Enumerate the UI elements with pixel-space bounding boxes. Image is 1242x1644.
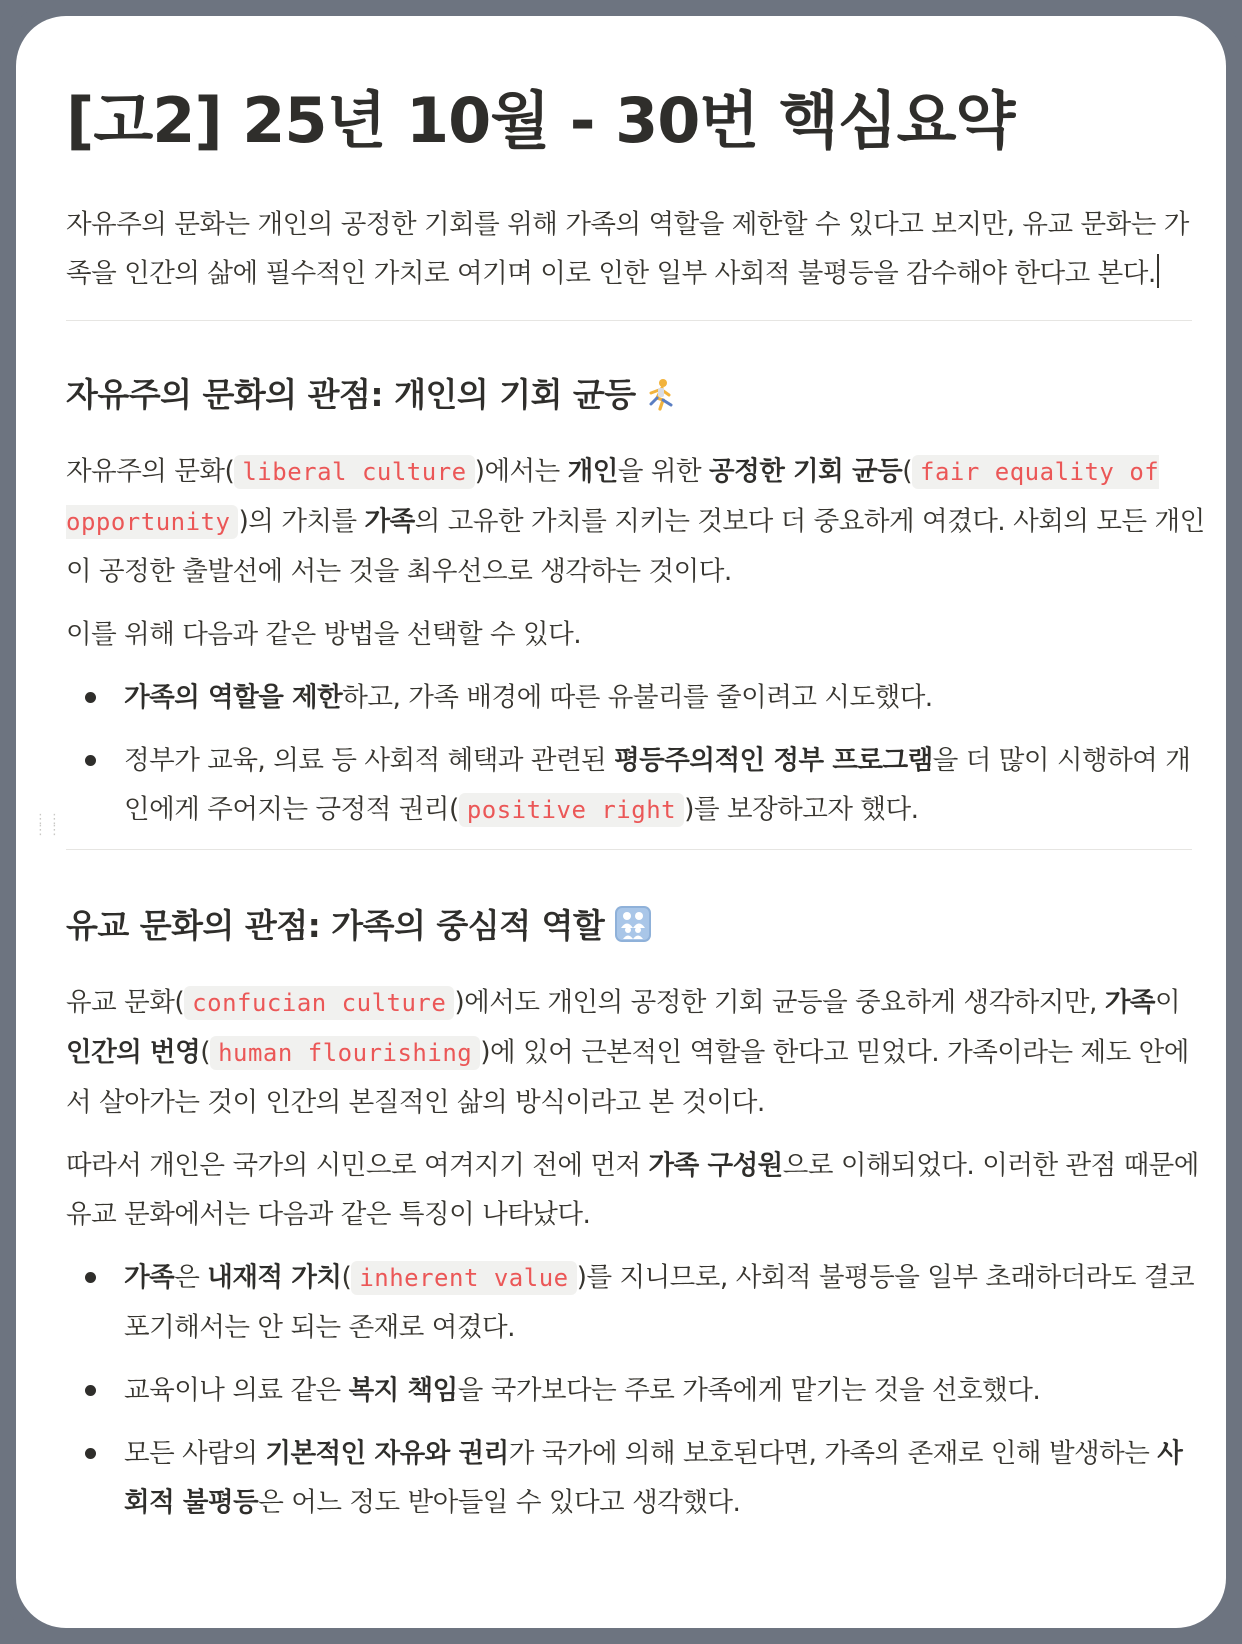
text-run: 자유주의 문화(: [66, 456, 235, 487]
confucian-paragraph-1[interactable]: [66, 978, 1206, 1127]
list-item[interactable]: [66, 1253, 1206, 1352]
text-run: )에서도 개인의 공정한 기회 균등을 중요하게 생각하지만,: [454, 987, 1105, 1018]
text-run: 을 국가보다는 주로 가족에게 맡기는 것을 선호했다.: [457, 1375, 1041, 1406]
text-run: 은: [174, 1262, 208, 1293]
page-title[interactable]: [고2] 25년 10월 - 30번 핵심요약: [66, 84, 1015, 157]
inline-code-fair-equality: fair equality of opportunity: [66, 455, 1159, 539]
text-run: 모든 사람의: [124, 1438, 266, 1469]
text-run: )에 있어 근본적인 역할을 한다고 믿었다. 가족이라는 제도 안에서 살아가는 것이 인간의 본질적인 삶의 방식이라고 본 것이다.: [66, 1037, 1189, 1118]
bold-text: 가족: [364, 506, 415, 537]
inline-code-human-flourishing: human flourishing: [210, 1036, 480, 1070]
bullet-icon: [85, 755, 96, 766]
list-item[interactable]: [66, 673, 1206, 722]
bullet-icon: [85, 692, 96, 703]
section-heading-liberal[interactable]: [66, 369, 1206, 427]
document-page: [16, 16, 1226, 1628]
text-run: )에서는: [474, 456, 568, 487]
heading-text: 유교 문화의 관점: 가족의 중심적 역할: [66, 906, 605, 945]
bold-text: 가족: [124, 1262, 175, 1293]
text-run: 은 어느 정도 받아들일 수 있다고 생각했다.: [258, 1487, 741, 1518]
document-content: [66, 78, 1206, 1541]
bullet-icon: [85, 1272, 96, 1283]
bold-text: 공정한 기회 균등: [709, 456, 903, 487]
confucian-bullet-list: [66, 1253, 1206, 1527]
intro-text: 자유주의 문화는 개인의 공정한 기회를 위해 가족의 역할을 제한할 수 있다고 보지만, 유교 문화는 가족을 인간의 삶에 필수적인 가치로 여기며 이로 인한 일부 사회적 불평등을 감수해야 한다고 본다.: [66, 209, 1189, 289]
liberal-bullet-list: [66, 673, 1206, 835]
liberal-paragraph-1[interactable]: [66, 447, 1206, 596]
bold-text: 가족 구성원: [648, 1150, 783, 1181]
text-run: 가 국가에 의해 보호된다면, 가족의 존재로 인해 발생하는: [508, 1438, 1158, 1469]
bold-text: 가족: [1104, 987, 1156, 1018]
text-run: 따라서 개인은 국가의 시민으로 여겨지기 전에 먼저: [66, 1150, 649, 1181]
inline-code-confucian-culture: confucian culture: [184, 986, 454, 1020]
text-cursor: [1157, 254, 1159, 288]
text-run: 이: [1155, 987, 1181, 1018]
list-item[interactable]: [66, 736, 1206, 835]
inline-code-positive-right: positive right: [459, 793, 684, 827]
confucian-paragraph-2[interactable]: [66, 1141, 1206, 1239]
bold-text: 복지 책임: [348, 1375, 458, 1406]
list-item[interactable]: [66, 1366, 1206, 1415]
bold-text: 평등주의적인 정부 프로그램: [614, 745, 933, 776]
liberal-paragraph-2[interactable]: 이를 위해 다음과 같은 방법을 선택할 수 있다.: [66, 619, 582, 650]
runner-icon: [646, 375, 676, 427]
divider: [66, 849, 1192, 850]
text-run: 하고, 가족 배경에 따른 유불리를 줄이려고 시도했다.: [342, 682, 933, 713]
heading-text: 자유주의 문화의 관점: 개인의 기회 균등: [66, 375, 636, 414]
text-run: )를 지니므로, 사회적 불평등을 일부 초래하더라도 결코 포기해서는 안 되는 존재로 여겼다.: [124, 1262, 1195, 1343]
list-item[interactable]: [66, 1429, 1206, 1527]
inline-code-liberal-culture: liberal culture: [234, 455, 474, 489]
bold-text: 사회적 불평등: [124, 1438, 1183, 1518]
text-run: 으로 이해되었다. 이러한 관점 때문에 유교 문화에서는 다음과 같은 특징이 나타났다.: [66, 1150, 1199, 1230]
text-run: )를 보장하고자 했다.: [684, 794, 919, 825]
text-run: 을 더 많이 시행하여 개인에게 주어지는 긍정적 권리(: [124, 745, 1191, 825]
text-run: (: [341, 1262, 352, 1293]
bold-text: 인간의 번영: [66, 1037, 201, 1068]
intro-paragraph[interactable]: [66, 200, 1206, 298]
divider: [66, 320, 1192, 321]
bold-text: 내재적 가치: [207, 1262, 342, 1293]
bold-text: 가족의 역할을 제한: [124, 682, 343, 713]
text-run: )의 가치를: [238, 506, 365, 537]
block-drag-handle-icon[interactable]: ⋮⋮ ⋮⋮: [34, 812, 62, 838]
text-run: (: [200, 1037, 211, 1068]
bold-text: 개인: [567, 456, 618, 487]
bullet-icon: [85, 1448, 96, 1459]
family-icon: [614, 905, 652, 958]
text-run: 을 위한: [617, 456, 710, 487]
section-heading-confucian[interactable]: [66, 900, 1206, 958]
inline-code-inherent-value: inherent value: [351, 1261, 576, 1295]
text-run: 유교 문화(: [66, 987, 185, 1018]
bold-text: 기본적인 자유와 권리: [265, 1438, 509, 1469]
text-run: 의 고유한 가치를 지키는 것보다 더 중요하게 여겼다. 사회의 모든 개인이 공정한 출발선에 서는 것을 최우선으로 생각하는 것이다.: [66, 506, 1205, 587]
text-run: 정부가 교육, 의료 등 사회적 혜택과 관련된: [124, 745, 615, 776]
text-run: (: [902, 456, 913, 487]
text-run: 교육이나 의료 같은: [124, 1375, 349, 1406]
bullet-icon: [85, 1385, 96, 1396]
